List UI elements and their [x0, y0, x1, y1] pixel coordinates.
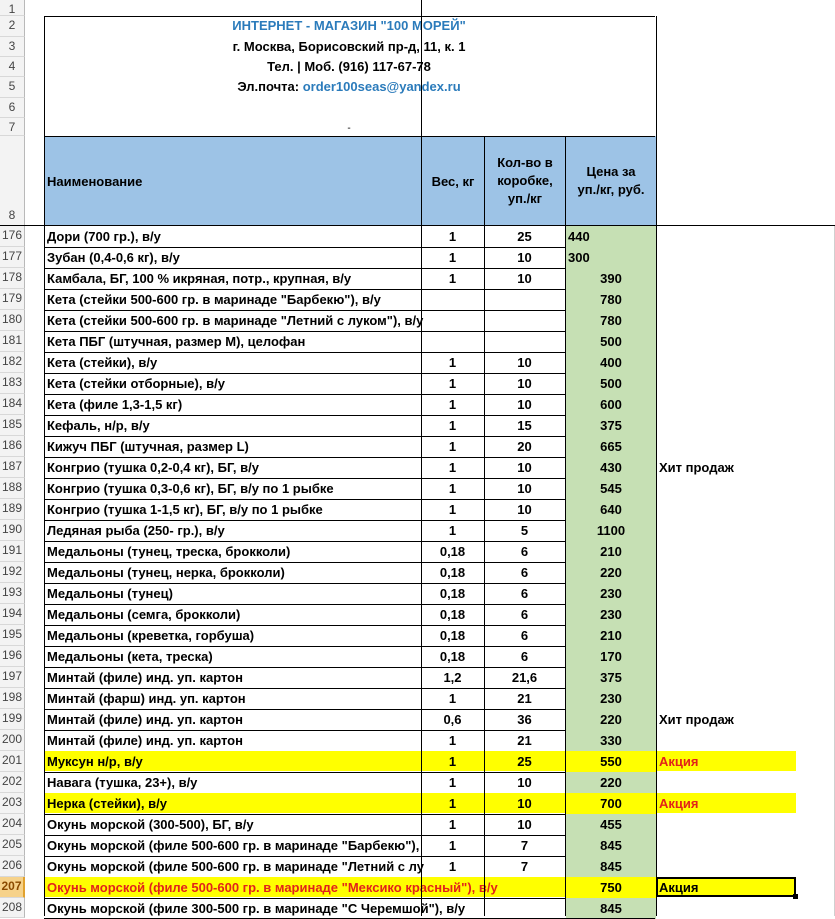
product-name-cell[interactable]: Минтай (фарш) инд. уп. картон	[47, 691, 246, 706]
row-header-186[interactable]: 186	[0, 436, 25, 457]
weight-cell[interactable]	[422, 310, 483, 331]
product-name-cell[interactable]: Конгрио (тушка 0,3-0,6 кг), БГ, в/у по 1 рыбке	[47, 481, 334, 496]
row-header-193[interactable]: 193	[0, 583, 25, 604]
note-cell[interactable]	[659, 604, 799, 625]
product-name-cell[interactable]: Медальоны (тунец, треска, брокколи)	[47, 544, 291, 559]
price-cell[interactable]: 1100	[596, 523, 626, 538]
active-cell-selection[interactable]	[656, 877, 796, 897]
header-price-line2: уп./кг, руб.	[577, 182, 645, 197]
row-header-190[interactable]: 190	[0, 520, 25, 541]
note-cell[interactable]	[659, 562, 799, 583]
header-qty-line2: коробке,	[497, 173, 553, 188]
weight-cell[interactable]: 1	[448, 481, 457, 496]
product-name-cell[interactable]: Нерка (стейки), в/у	[47, 796, 167, 811]
border-left	[44, 16, 45, 916]
note-cell[interactable]	[659, 814, 799, 835]
row-header-207[interactable]: 207	[0, 877, 25, 898]
weight-cell[interactable]: 1	[448, 523, 457, 538]
row-header-177[interactable]: 177	[0, 247, 25, 268]
product-name-cell[interactable]: Медальоны (креветка, горбуша)	[47, 628, 255, 643]
weight-cell[interactable]: 1	[448, 460, 457, 475]
row-header-201[interactable]: 201	[0, 751, 25, 772]
qty-cell[interactable]: 20	[517, 439, 532, 454]
note-cell[interactable]	[659, 331, 799, 352]
row-header-203[interactable]: 203	[0, 793, 25, 814]
row-header-185[interactable]: 185	[0, 415, 25, 436]
weight-cell[interactable]: 1	[448, 733, 457, 748]
qty-cell[interactable]: 6	[520, 607, 529, 622]
row-header-5[interactable]: 5	[0, 77, 25, 98]
price-cell[interactable]: 300	[568, 250, 590, 265]
row-header-195[interactable]: 195	[0, 625, 25, 646]
note-cell[interactable]	[659, 436, 799, 457]
row-header-199[interactable]: 199	[0, 709, 25, 730]
qty-cell[interactable]: 25	[517, 754, 532, 769]
header-price[interactable]	[566, 163, 656, 199]
price-cell[interactable]: 230	[600, 586, 622, 601]
price-cell[interactable]: 220	[600, 565, 622, 580]
header-price-line1: Цена за	[586, 164, 636, 179]
price-cell[interactable]: 845	[600, 838, 622, 853]
header-weight[interactable]: Вес, кг	[431, 174, 475, 189]
row-header-1[interactable]: 1	[0, 0, 25, 16]
product-name-cell[interactable]: Медальоны (тунец, нерка, брокколи)	[47, 565, 285, 580]
price-cell[interactable]: 780	[600, 313, 622, 328]
price-cell[interactable]: 600	[600, 397, 622, 412]
border-top	[44, 16, 655, 17]
qty-cell[interactable]: 10	[517, 460, 532, 475]
product-name-cell[interactable]: Минтай (филе) инд. уп. картон	[47, 670, 243, 685]
qty-cell[interactable]: 10	[517, 355, 532, 370]
product-name-cell[interactable]: Медальоны (семга, брокколи)	[47, 607, 241, 622]
weight-cell[interactable]: 1	[448, 376, 457, 391]
border-info-bottom	[44, 136, 655, 137]
row-header-191[interactable]: 191	[0, 541, 25, 562]
border-qty-left	[484, 136, 485, 916]
note-cell[interactable]: Акция	[659, 754, 699, 769]
note-cell[interactable]	[659, 394, 799, 415]
row-header-192[interactable]: 192	[0, 562, 25, 583]
weight-cell[interactable]: 1	[448, 838, 457, 853]
price-cell[interactable]: 230	[600, 691, 622, 706]
price-cell[interactable]: 500	[600, 376, 622, 391]
header-qty-line1: Кол-во в	[497, 155, 553, 170]
weight-cell[interactable]	[422, 289, 483, 310]
weight-cell[interactable]: 1,2	[443, 670, 462, 685]
note-cell[interactable]	[659, 247, 799, 268]
note-cell[interactable]	[659, 373, 799, 394]
row-header-184[interactable]: 184	[0, 394, 25, 415]
price-cell[interactable]: 170	[600, 649, 622, 664]
price-cell[interactable]: 845	[600, 901, 622, 916]
row-header-188[interactable]: 188	[0, 478, 25, 499]
weight-cell[interactable]: 0,18	[439, 586, 466, 601]
weight-cell[interactable]: 0,18	[439, 649, 466, 664]
product-name-cell[interactable]: Кета (стейки), в/у	[47, 355, 158, 370]
qty-cell[interactable]: 15	[517, 418, 532, 433]
product-name-cell[interactable]: Ледяная рыба (250- гр.), в/у	[47, 523, 225, 538]
price-cell[interactable]: 845	[600, 859, 622, 874]
shop-title: ИНТЕРНЕТ - МАГАЗИН "100 МОРЕЙ"	[232, 18, 466, 33]
price-cell[interactable]: 665	[600, 439, 622, 454]
product-name-cell[interactable]: Минтай (филе) инд. уп. картон	[47, 712, 243, 727]
price-cell[interactable]: 220	[600, 712, 622, 727]
product-name-cell[interactable]: Окунь морской (филе 300-500 гр. в маринаде "С Черемшой"), в/у	[47, 901, 466, 916]
product-name-cell[interactable]: Кефаль, н/р, в/у	[47, 418, 150, 433]
row-header-181[interactable]: 181	[0, 331, 25, 352]
price-cell[interactable]: 220	[600, 775, 622, 790]
note-cell[interactable]	[659, 310, 799, 331]
note-cell[interactable]: Хит продаж	[659, 712, 734, 727]
row-header-197[interactable]: 197	[0, 667, 25, 688]
qty-cell[interactable]: 6	[520, 565, 529, 580]
qty-cell[interactable]: 25	[517, 229, 532, 244]
qty-cell[interactable]: 10	[517, 502, 532, 517]
row-header-8[interactable]: 8	[0, 136, 25, 226]
row-header-178[interactable]: 178	[0, 268, 25, 289]
email-link[interactable]: order100seas@yandex.ru	[302, 79, 461, 94]
note-cell[interactable]	[659, 625, 799, 646]
weight-cell[interactable]	[422, 331, 483, 352]
price-cell[interactable]: 750	[600, 880, 622, 895]
header-qty[interactable]	[485, 154, 565, 208]
note-cell[interactable]	[659, 667, 799, 688]
note-cell[interactable]	[659, 226, 799, 247]
row-header-208[interactable]: 208	[0, 898, 25, 918]
qty-cell[interactable]	[484, 877, 565, 898]
price-cell[interactable]: 390	[600, 271, 622, 286]
price-cell[interactable]: 545	[600, 481, 622, 496]
note-cell[interactable]	[659, 688, 799, 709]
note-cell[interactable]	[659, 352, 799, 373]
price-cell[interactable]: 500	[600, 334, 622, 349]
product-name-cell[interactable]: Окунь морской (300-500), БГ, в/у	[47, 817, 254, 832]
row-header-202[interactable]: 202	[0, 772, 25, 793]
product-name-cell[interactable]: Дори (700 гр.), в/у	[47, 229, 161, 244]
weight-cell[interactable]: 0,18	[439, 628, 466, 643]
weight-cell[interactable]: 1	[448, 502, 457, 517]
price-cell[interactable]: 550	[600, 754, 622, 769]
price-cell[interactable]: 210	[600, 628, 622, 643]
border-weight-left	[421, 0, 422, 916]
row-header-3[interactable]: 3	[0, 37, 25, 57]
weight-cell[interactable]: 0,18	[439, 544, 466, 559]
weight-cell[interactable]: 1	[448, 691, 457, 706]
row-header-183[interactable]: 183	[0, 373, 25, 394]
product-name-cell[interactable]: Кета (стейки отборные), в/у	[47, 376, 225, 391]
weight-cell[interactable]: 1	[448, 796, 457, 811]
weight-cell[interactable]: 0,18	[439, 607, 466, 622]
product-name-cell[interactable]: Окунь морской (филе 500-600 гр. в маринаде "Летний с лу	[47, 859, 424, 874]
qty-cell[interactable]: 6	[520, 544, 529, 559]
weight-cell[interactable]: 1	[448, 418, 457, 433]
note-cell[interactable]	[659, 268, 799, 289]
border-price-left	[565, 136, 566, 916]
product-name-cell[interactable]: Зубан (0,4-0,6 кг), в/у	[47, 250, 180, 265]
qty-cell[interactable]: 6	[520, 628, 529, 643]
price-cell[interactable]: 780	[600, 292, 622, 307]
weight-cell[interactable]: 1	[448, 229, 457, 244]
weight-cell[interactable]: 1	[448, 439, 457, 454]
row-header-180[interactable]: 180	[0, 310, 25, 331]
qty-cell[interactable]	[484, 331, 565, 352]
product-name-cell[interactable]: Муксун н/р, в/у	[47, 754, 143, 769]
qty-cell[interactable]: 21	[517, 691, 532, 706]
row-header-205[interactable]: 205	[0, 835, 25, 856]
qty-cell[interactable]: 10	[517, 271, 532, 286]
note-cell[interactable]	[659, 415, 799, 436]
note-cell[interactable]	[659, 856, 799, 877]
qty-cell[interactable]: 5	[520, 523, 529, 538]
qty-cell[interactable]: 7	[520, 859, 529, 874]
note-cell[interactable]: Хит продаж	[659, 460, 734, 475]
price-cell[interactable]: 210	[600, 544, 622, 559]
row-header-194[interactable]: 194	[0, 604, 25, 625]
header-name[interactable]: Наименование	[47, 174, 143, 189]
weight-cell[interactable]: 1	[448, 397, 457, 412]
shop-phone: Тел. | Моб. (916) 117-67-78	[267, 59, 431, 74]
shop-email-line	[44, 78, 654, 96]
header-qty-line3: уп./кг	[507, 191, 543, 206]
qty-cell[interactable]: 36	[517, 712, 532, 727]
product-name-cell[interactable]: Окунь морской (филе 500-600 гр. в маринаде "Барбекю"),	[47, 838, 420, 853]
note-cell[interactable]	[659, 499, 799, 520]
row-header-198[interactable]: 198	[0, 688, 25, 709]
qty-cell[interactable]: 10	[517, 796, 532, 811]
product-name-cell[interactable]: Кета (филе 1,3-1,5 кг)	[47, 397, 183, 412]
row-header-182[interactable]: 182	[0, 352, 25, 373]
qty-cell[interactable]: 10	[517, 397, 532, 412]
product-name-cell[interactable]: Конгрио (тушка 0,2-0,4 кг), БГ, в/у	[47, 460, 259, 475]
product-name-cell[interactable]: Медальоны (тунец)	[47, 586, 173, 601]
price-cell[interactable]: 640	[600, 502, 622, 517]
qty-cell[interactable]: 10	[517, 376, 532, 391]
row-header-2[interactable]: 2	[0, 16, 25, 37]
price-cell[interactable]: 400	[600, 355, 622, 370]
price-cell[interactable]: 455	[600, 817, 622, 832]
weight-cell[interactable]: 1	[448, 775, 457, 790]
row-header-200[interactable]: 200	[0, 730, 25, 751]
row-header-189[interactable]: 189	[0, 499, 25, 520]
row-header-206[interactable]: 206	[0, 856, 25, 877]
product-name-cell[interactable]: Минтай (филе) инд. уп. картон	[47, 733, 243, 748]
product-name-cell[interactable]: Конгрио (тушка 1-1,5 кг), БГ, в/у по 1 рыбке	[47, 502, 323, 517]
price-cell[interactable]: 230	[600, 607, 622, 622]
note-cell[interactable]	[659, 289, 799, 310]
shop-address: г. Москва, Борисовский пр-д, 11, к. 1	[232, 39, 466, 54]
email-label: Эл.почта:	[237, 79, 303, 94]
note-cell[interactable]: Акция	[659, 880, 699, 895]
price-cell[interactable]: 375	[600, 670, 622, 685]
product-name-cell[interactable]: Медальоны (кета, треска)	[47, 649, 213, 664]
weight-cell[interactable]	[422, 877, 483, 898]
note-cell[interactable]	[659, 646, 799, 667]
qty-cell[interactable]	[484, 289, 565, 310]
qty-cell[interactable]	[484, 310, 565, 331]
product-name-cell[interactable]: Камбала, БГ, 100 % икряная, потр., крупная, в/у	[47, 271, 352, 286]
row-header-176[interactable]: 176	[0, 226, 25, 247]
row-header-6[interactable]: 6	[0, 98, 25, 118]
weight-cell[interactable]: 1	[448, 859, 457, 874]
qty-cell[interactable]: 10	[517, 481, 532, 496]
note-cell[interactable]	[659, 541, 799, 562]
weight-cell[interactable]: 1	[448, 250, 457, 265]
price-cell[interactable]: 430	[600, 460, 622, 475]
qty-cell[interactable]: 10	[517, 250, 532, 265]
price-cell[interactable]: 440	[568, 229, 590, 244]
qty-cell[interactable]: 21	[517, 733, 532, 748]
row-header-179[interactable]: 179	[0, 289, 25, 310]
row-header-187[interactable]: 187	[0, 457, 25, 478]
row-header-204[interactable]: 204	[0, 814, 25, 835]
price-cell[interactable]: 700	[600, 796, 622, 811]
border-price-right	[656, 16, 657, 916]
row-header-196[interactable]: 196	[0, 646, 25, 667]
weight-cell[interactable]: 1	[448, 355, 457, 370]
weight-cell[interactable]: 0,6	[443, 712, 462, 727]
qty-cell[interactable]: 7	[520, 838, 529, 853]
qty-cell[interactable]: 21,6	[511, 670, 538, 685]
info-dash: -	[347, 123, 351, 134]
note-cell[interactable]	[659, 835, 799, 856]
note-cell[interactable]	[659, 478, 799, 499]
fill-handle[interactable]	[793, 894, 798, 899]
price-cell[interactable]: 330	[600, 733, 622, 748]
qty-cell[interactable]: 10	[517, 817, 532, 832]
product-name-cell[interactable]: Окунь морской (филе 500-600 гр. в маринаде "Мексико красный"), в/у	[47, 880, 498, 895]
note-cell[interactable]	[659, 772, 799, 793]
product-name-cell[interactable]: Кета ПБГ (штучная, размер М), целофан	[47, 334, 306, 349]
note-cell[interactable]	[659, 583, 799, 604]
product-name-cell[interactable]: Кижуч ПБГ (штучная, размер L)	[47, 439, 249, 454]
weight-cell[interactable]: 0,18	[439, 565, 466, 580]
qty-cell[interactable]: 6	[520, 586, 529, 601]
weight-cell[interactable]: 1	[448, 754, 457, 769]
price-cell[interactable]: 375	[600, 418, 622, 433]
product-name-cell[interactable]: Навага (тушка, 23+), в/у	[47, 775, 198, 790]
product-name-cell[interactable]: Кета (стейки 500-600 гр. в маринаде "Летний с луком"), в/у	[47, 313, 424, 328]
product-name-cell[interactable]: Кета (стейки 500-600 гр. в маринаде "Барбекю"), в/у	[47, 292, 381, 307]
qty-cell[interactable]: 10	[517, 775, 532, 790]
note-cell[interactable]	[659, 730, 799, 751]
row-header-7[interactable]: 7	[0, 118, 25, 136]
weight-cell[interactable]: 1	[448, 271, 457, 286]
row-header-4[interactable]: 4	[0, 57, 25, 77]
note-cell[interactable]	[659, 520, 799, 541]
weight-cell[interactable]: 1	[448, 817, 457, 832]
qty-cell[interactable]: 6	[520, 649, 529, 664]
note-cell[interactable]: Акция	[659, 796, 699, 811]
